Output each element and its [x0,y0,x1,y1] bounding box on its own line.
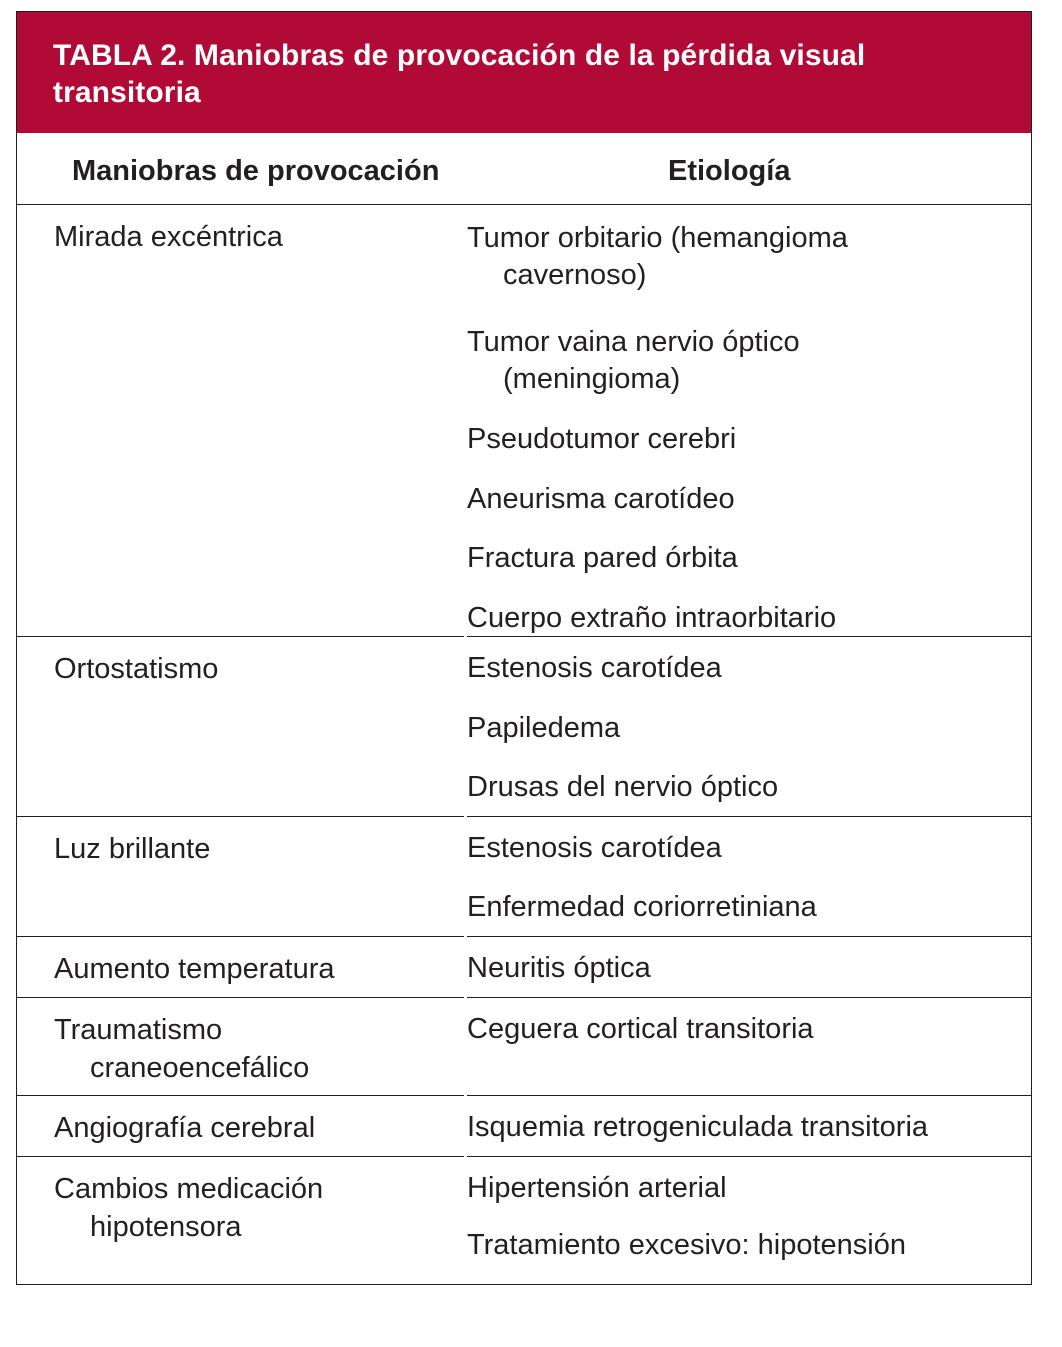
table [16,11,1032,1285]
table-header-row [17,133,1031,205]
etiology-item: Tratamiento excesivo: hipotensión [467,1229,906,1261]
etiology-item: Hipertensión arterial [467,1172,727,1204]
table-row [17,636,1031,816]
etiology-item: Ceguera cortical transitoria [467,1013,814,1045]
etiology-item: Tumor vaina nervio óptico (meningioma) [467,326,800,395]
etiology-item: Fractura pared órbita [467,542,738,574]
table-title: TABLA 2. Maniobras de provocación de la pérdida visual transitoria [53,39,866,109]
etiology-item: Drusas del nervio óptico [467,771,779,803]
table-row [17,997,1031,1095]
table-title-bar [17,12,1031,133]
table-row [17,1156,1031,1347]
etiology-item: Isquemia retrogeniculada transitoria [467,1111,929,1143]
etiology-item: Enfermedad coriorretiniana [467,891,817,923]
etiology-item: Pseudotumor cerebri [467,423,737,455]
maneuver-line: hipotensora [90,1211,242,1243]
maneuver-cell [54,1170,454,1246]
table-row [17,1095,1031,1156]
maneuver-line: craneoencefálico [90,1052,310,1084]
maneuver-cell: Luz brillante [54,833,211,865]
etiology-item: Aneurisma carotídeo [467,483,735,515]
column-header-etiology: Etiología [668,155,791,187]
etiology-item: Tumor orbitario (hemangioma cavernoso) [467,222,848,291]
etiology-item: Estenosis carotídea [467,652,722,684]
etiology-item: Neuritis óptica [467,952,651,984]
etiology-item: Cuerpo extraño intraorbitario [467,602,837,634]
table-row [17,205,1031,636]
table-row [17,816,1031,936]
maneuver-cell: Angiografía cerebral [54,1112,316,1144]
table-row [17,936,1031,997]
maneuver-cell [54,1011,454,1087]
maneuver-line: Traumatismo [54,1014,223,1046]
etiology-item: Estenosis carotídea [467,832,722,864]
maneuver-cell: Ortostatismo [54,653,219,685]
column-header-maneuver: Maniobras de provocación [72,155,440,187]
maneuver-cell: Aumento temperatura [54,953,335,985]
etiology-item: Papiledema [467,712,621,744]
table-body [17,205,1031,1347]
maneuver-cell: Mirada excéntrica [54,221,283,253]
maneuver-line: Cambios medicación [54,1173,324,1205]
